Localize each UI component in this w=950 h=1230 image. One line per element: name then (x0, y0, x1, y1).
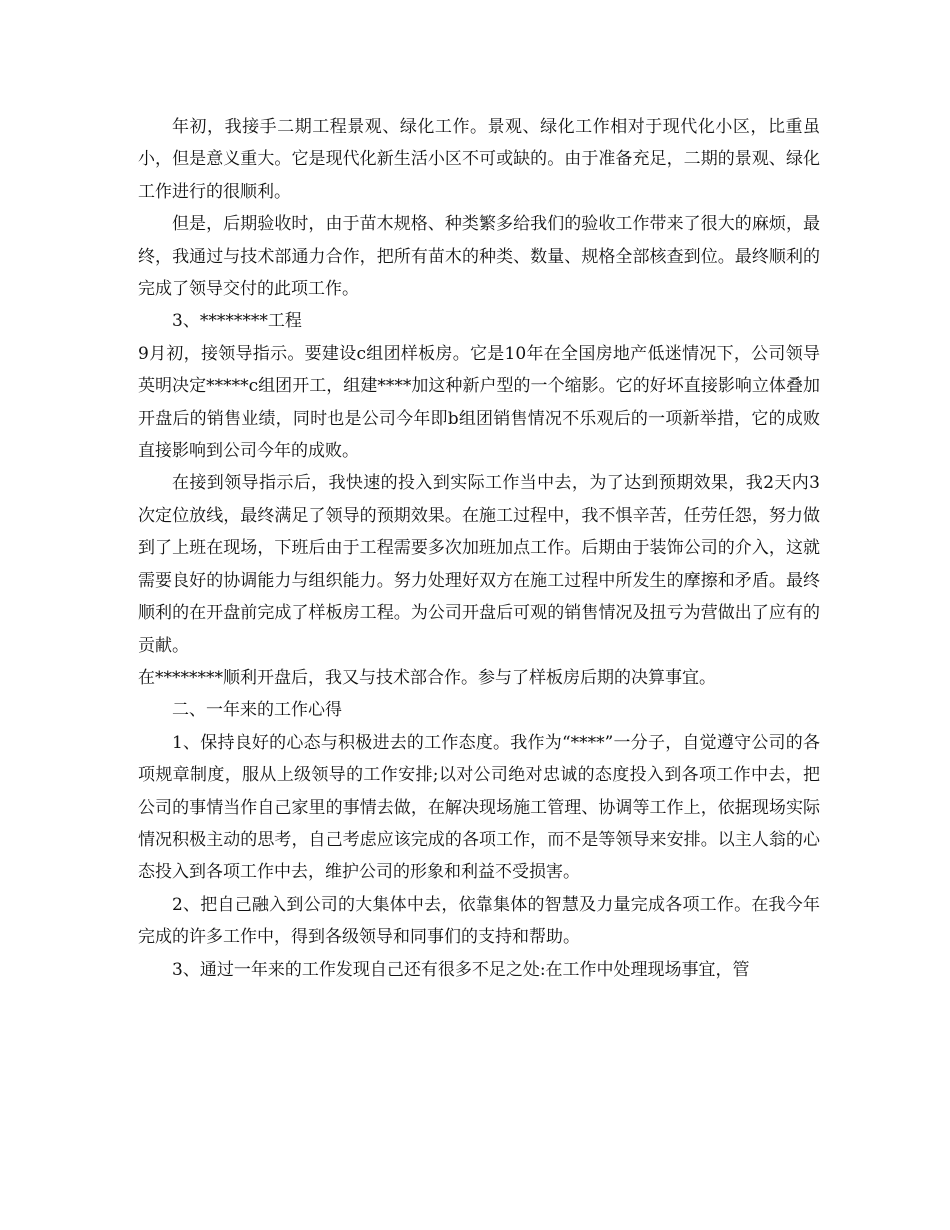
paragraph-shortcomings: 3、通过一年来的工作发现自己还有很多不足之处:在工作中处理现场事宜，管 (172, 959, 750, 980)
paragraph-teamwork: 2、把自己融入到公司的大集体中去，依靠集体的智慧及力量完成各项工作。在我今年完成的许多工作中，得到各级领导和同事们的支持和帮助。 (138, 894, 820, 948)
paragraph-final-accounts: 在********顺利开盘后，我又与技术部合作。参与了样板房后期的决算事宜。 (138, 667, 716, 688)
document-page (138, 111, 820, 986)
paragraph-construction-process: 在接到领导指示后，我快速的投入到实际工作当中去，为了达到预期效果，我2天内3次定位放线，最终满足了领导的预期效果。在施工过程中，我不惧辛苦，任劳任怨，努力做到了上班在现场，下班后由于工程需要多次加班加点工作。后期由于装饰公司的介入，这就需要良好的协调能力与组织能力。努力处理好双方在施工过程中所发生的摩擦和矛盾。最终顺利的在开盘前完成了样板房工程。为公司开盘后可观的销售情况及扭亏为营做出了应有的贡献。 (138, 473, 820, 656)
paragraph-acceptance-check: 但是，后期验收时，由于苗木规格、种类繁多给我们的验收工作带来了很大的麻烦，最终，我通过与技术部通力合作，把所有苗木的种类、数量、规格全部核查到位。最终顺利的完成了领导交付的此项工作。 (138, 214, 820, 300)
paragraph-attitude: 1、保持良好的心态与积极进去的工作态度。我作为“****”一分子，自觉遵守公司的各项规章制度，服从上级领导的工作安排;以对公司绝对忠诚的态度投入到各项工作中去，把公司的事情当作自己家里的事情去做，在解决现场施工管理、协调等工作上，依据现场实际情况积极主动的思考，自己考虑应该完成的各项工作，而不是等领导来安排。以主人翁的心态投入到各项工作中去，维护公司的形象和利益不受损害。 (138, 732, 820, 883)
section-heading-experience: 二、一年来的工作心得 (172, 700, 342, 721)
paragraph-sample-house-task: 9月初，接领导指示。要建设c组团样板房。它是10年在全国房地产低迷情况下，公司领导英明决定*****c组团开工，组建****加这种新户型的一个缩影。它的好坏直接影响立体叠加开盘后的销售业绩，同时也是公司今年即b组团销售情况不乐观后的一项新举措，它的成败直接影响到公司今年的成败。 (138, 343, 820, 462)
section-heading-project-3: 3、********工程 (172, 311, 302, 332)
paragraph-landscaping-intro: 年初，我接手二期工程景观、绿化工作。景观、绿化工作相对于现代化小区，比重虽小，但是意义重大。它是现代化新生活小区不可或缺的。由于准备充足，二期的景观、绿化工作进行的很顺利。 (138, 117, 820, 202)
